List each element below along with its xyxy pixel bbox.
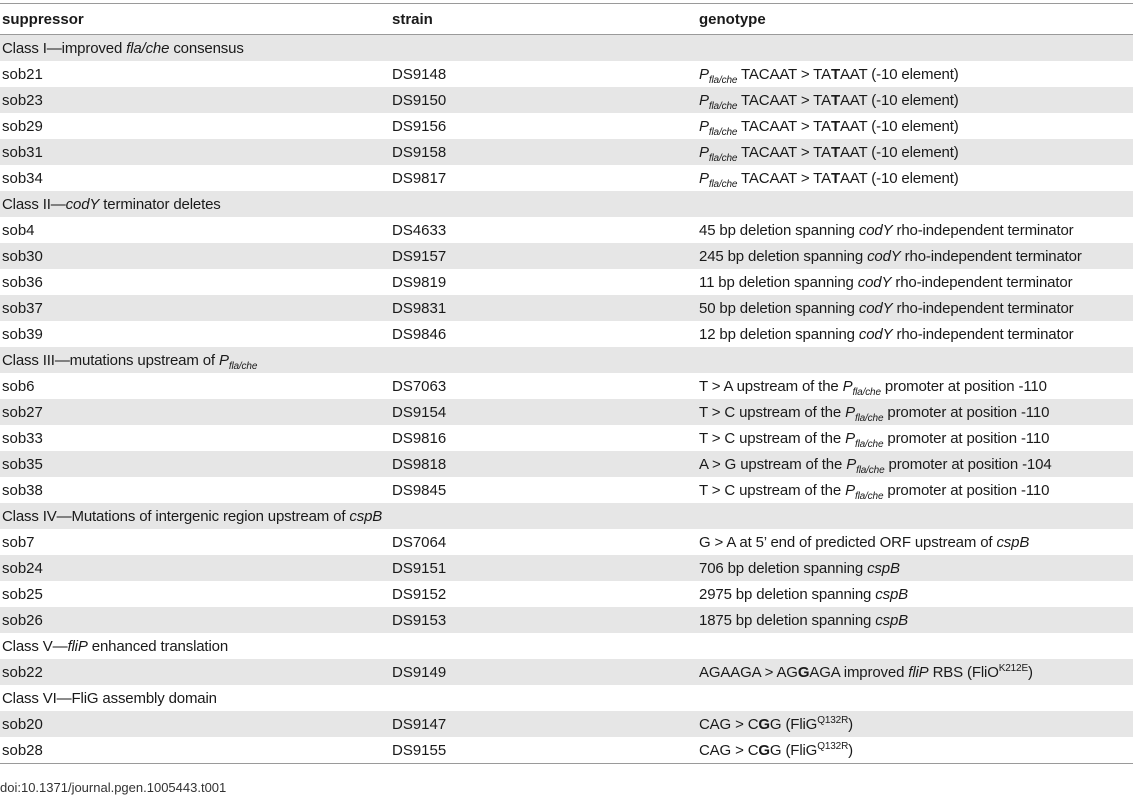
strain-cell: DS9156	[392, 117, 447, 135]
strain-cell: DS9147	[390, 711, 697, 737]
genotype-cell: $P_{fla/che}$ TACAAT > TATAAT (-10 element)	[697, 87, 1133, 113]
strain-cell: DS9152	[392, 585, 447, 603]
table-body	[0, 35, 1133, 764]
suppressor-cell: sob31	[0, 139, 390, 165]
suppressor-cell: sob37	[0, 295, 390, 321]
table-row	[0, 217, 1133, 243]
suppressor-cell: sob6	[2, 377, 35, 395]
genotype-cell: T > C upstream of the $P_{fla/che}$ promoter at position -110	[699, 429, 1050, 450]
header-strain: strain	[390, 4, 697, 35]
strain-cell: DS9150	[390, 87, 697, 113]
strain-cell: DS7063	[392, 377, 447, 395]
class-heading-row	[0, 347, 1133, 373]
suppressor-cell: sob28	[0, 737, 390, 764]
table-row	[0, 269, 1133, 295]
doi-footer: doi:10.1371/journal.pgen.1005443.t001	[0, 780, 227, 795]
table-row	[0, 425, 1133, 451]
class-heading-row	[0, 35, 1133, 62]
table-row	[0, 321, 1133, 347]
class-heading: Class V—fliP enhanced translation	[2, 637, 229, 655]
header-genotype: genotype	[697, 4, 1133, 35]
suppressor-cell: sob27	[0, 399, 390, 425]
suppressor-cell: sob35	[0, 451, 390, 477]
genotype-cell: CAG > CGG (FliG$^{Q132R}$)	[697, 711, 1133, 737]
genotype-cell: 2975 bp deletion spanning cspB	[699, 585, 909, 603]
table-row	[0, 373, 1133, 399]
genotype-cell: 245 bp deletion spanning codY rho-independent terminator	[697, 243, 1133, 269]
genotype-cell: CAG > CGG (FliG$^{Q132R}$)	[697, 737, 1133, 764]
table-row	[0, 555, 1133, 581]
strain-cell: DS4633	[392, 221, 447, 239]
strain-cell: DS9149	[390, 659, 697, 685]
genotype-cell: T > C upstream of the $P_{fla/che}$ promoter at position -110	[699, 481, 1050, 502]
suppressor-cell: sob20	[0, 711, 390, 737]
suppressor-cell: sob33	[2, 429, 43, 447]
table-row	[0, 139, 1133, 165]
genotype-cell: $P_{fla/che}$ TACAAT > TATAAT (-10 element)	[699, 65, 959, 86]
strain-cell: DS9151	[390, 555, 697, 581]
strain-cell: DS7064	[392, 533, 447, 551]
suppressor-cell: sob39	[2, 325, 43, 343]
strain-cell: DS9817	[392, 169, 447, 187]
genotype-cell: T > A upstream of the $P_{fla/che}$ promoter at position -110	[699, 377, 1047, 398]
genotype-cell: 50 bp deletion spanning codY rho-independent terminator	[697, 295, 1133, 321]
strain-cell: DS9158	[390, 139, 697, 165]
table-row	[0, 659, 1133, 685]
suppressor-cell: sob24	[0, 555, 390, 581]
class-heading-row	[0, 685, 1133, 711]
table-row	[0, 61, 1133, 87]
strain-cell: DS9155	[390, 737, 697, 764]
class-heading: Class III—mutations upstream of $P_{fla/che}$	[0, 347, 1133, 373]
table-header	[0, 4, 1133, 35]
suppressor-cell: sob30	[0, 243, 390, 269]
strain-cell: DS9845	[392, 481, 447, 499]
genotype-cell: $P_{fla/che}$ TACAAT > TATAAT (-10 element)	[697, 139, 1133, 165]
strain-cell: DS9846	[392, 325, 447, 343]
strain-cell: DS9157	[390, 243, 697, 269]
strain-cell: DS9816	[392, 429, 447, 447]
table-row	[0, 529, 1133, 555]
suppressor-table	[0, 3, 1133, 764]
genotype-cell: 11 bp deletion spanning codY rho-independent terminator	[699, 273, 1073, 291]
genotype-cell: 12 bp deletion spanning codY rho-independent terminator	[699, 325, 1074, 343]
class-heading: Class VI—FliG assembly domain	[2, 689, 217, 707]
suppressor-cell: sob25	[2, 585, 43, 603]
suppressor-cell: sob4	[2, 221, 35, 239]
genotype-cell: $P_{fla/che}$ TACAAT > TATAAT (-10 element)	[699, 117, 959, 138]
table-row	[0, 113, 1133, 139]
table-row	[0, 737, 1133, 764]
table-row	[0, 711, 1133, 737]
strain-cell: DS9818	[390, 451, 697, 477]
class-heading-row	[0, 191, 1133, 217]
suppressor-cell: sob36	[2, 273, 43, 291]
suppressor-cell: sob21	[2, 65, 43, 83]
strain-cell: DS9153	[390, 607, 697, 633]
genotype-cell: G > A at 5’ end of predicted ORF upstream of cspB	[699, 533, 1030, 551]
suppressor-cell: sob23	[0, 87, 390, 113]
table-row	[0, 607, 1133, 633]
genotype-cell: 45 bp deletion spanning codY rho-independent terminator	[699, 221, 1074, 239]
class-heading-row	[0, 633, 1133, 659]
genotype-cell: T > C upstream of the $P_{fla/che}$ promoter at position -110	[697, 399, 1133, 425]
table-row	[0, 581, 1133, 607]
strain-cell: DS9148	[392, 65, 447, 83]
suppressor-cell: sob34	[2, 169, 43, 187]
table-row	[0, 399, 1133, 425]
table-row	[0, 451, 1133, 477]
suppressor-cell: sob29	[2, 117, 43, 135]
class-heading: Class II—codY terminator deletes	[0, 191, 1133, 217]
suppressor-cell: sob38	[2, 481, 43, 499]
class-heading: Class IV—Mutations of intergenic region upstream of cspB	[0, 503, 1133, 529]
strain-cell: DS9831	[390, 295, 697, 321]
suppressor-cell: sob7	[2, 533, 35, 551]
strain-cell: DS9154	[390, 399, 697, 425]
table-row	[0, 295, 1133, 321]
table-row	[0, 243, 1133, 269]
table-row	[0, 87, 1133, 113]
table-row	[0, 165, 1133, 191]
genotype-cell: AGAAGA > AGGAGA improved fliP RBS (FliO$^{K212E}$)	[697, 659, 1133, 685]
genotype-cell: 706 bp deletion spanning cspB	[697, 555, 1133, 581]
genotype-cell: $P_{fla/che}$ TACAAT > TATAAT (-10 element)	[699, 169, 959, 190]
table-row	[0, 477, 1133, 503]
genotype-cell: 1875 bp deletion spanning cspB	[697, 607, 1133, 633]
genotype-cell: A > G upstream of the $P_{fla/che}$ promoter at position -104	[697, 451, 1133, 477]
header-suppressor: suppressor	[0, 4, 390, 35]
suppressor-cell: sob22	[0, 659, 390, 685]
class-heading: Class I—improved fla/che consensus	[0, 35, 1133, 62]
class-heading-row	[0, 503, 1133, 529]
strain-cell: DS9819	[392, 273, 447, 291]
suppressor-cell: sob26	[0, 607, 390, 633]
